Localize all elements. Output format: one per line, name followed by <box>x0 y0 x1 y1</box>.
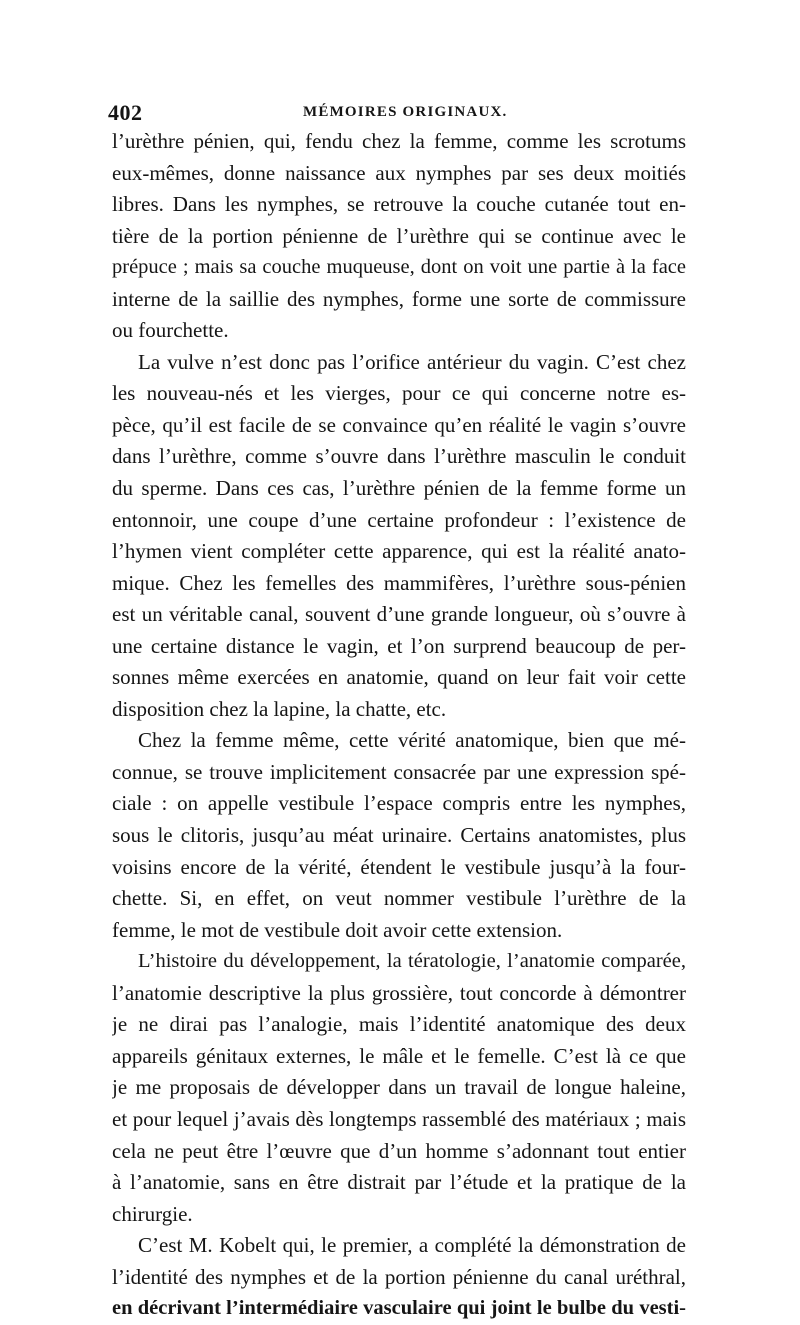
text-line: une certaine distance le vagin, et l’on surprend beaucoup de per- <box>112 633 686 658</box>
text-line: La vulve n’est donc pas l’orifice antérieur du vagin. C’est chez <box>138 349 686 374</box>
text-line: ciale : on appelle vestibule l’espace compris entre les nymphes, <box>112 791 686 816</box>
text-line: en décrivant l’intermédiaire vasculaire qui joint le bulbe du vesti- <box>112 1297 686 1320</box>
text-line: sonnes même exercées en anatomie, quand on leur fait voir cette <box>112 665 686 690</box>
text-line: connue, se trouve implicitement consacrée par une expression spé- <box>112 759 686 784</box>
body-text <box>112 126 686 1325</box>
text-line: appareils génitaux externes, le mâle et le femelle. C’est là ce que <box>112 1043 686 1068</box>
text-line: les nouveau-nés et les vierges, pour ce qui concerne notre es- <box>112 381 686 406</box>
text-line: chirurgie. <box>112 1201 193 1226</box>
text-line: l’urèthre pénien, qui, fendu chez la femme, comme les scrotums <box>112 129 686 153</box>
text-line: est un véritable canal, souvent d’une grande longueur, où s’ouvre à <box>112 602 686 627</box>
text-line: libres. Dans les nymphes, se retrouve la couche cutanée tout en- <box>112 192 686 217</box>
text-line: à l’anatomie, sans en être distrait par l’étude et la pratique de la <box>112 1170 686 1195</box>
text-line: cela ne peut être l’œuvre que d’un homme s’adonnant tout entier <box>112 1138 686 1163</box>
text-line: ou fourchette. <box>112 318 229 343</box>
text-line: pèce, qu’il est facile de se convaince qu’en réalité le vagin s’ouvre <box>112 412 686 437</box>
text-line: mique. Chez les femelles des mammifères, l’urèthre sous-pénien <box>112 570 686 595</box>
text-line: femme, le mot de vestibule doit avoir cette extension. <box>112 917 563 942</box>
text-line: prépuce ; mais sa couche muqueuse, dont on voit une partie à la face <box>112 256 686 279</box>
text-line: chette. Si, en effet, on veut nommer vestibule l’urèthre de la <box>112 886 686 911</box>
text-line: et pour lequel j’avais dès longtemps rassemblé des matériaux ; mais <box>112 1106 686 1131</box>
running-title: MÉMOIRES ORIGINAUX. <box>303 104 508 120</box>
text-line: L’histoire du développement, la tératologie, l’anatomie comparée, <box>138 950 686 973</box>
page-header <box>108 100 688 128</box>
text-line: je ne dirai pas l’analogie, mais l’identité anatomique des deux <box>112 1012 686 1037</box>
text-line: l’anatomie descriptive la plus grossière, tout concorde à démontrer <box>112 980 686 1005</box>
text-line: interne de la saillie des nymphes, forme une sorte de commissure <box>112 286 686 311</box>
text-line: dans l’urèthre, comme s’ouvre dans l’urèthre masculin le conduit <box>112 444 686 469</box>
text-line: l’identité des nymphes et de la portion pénienne du canal uréthral, <box>112 1264 686 1289</box>
text-line: entonnoir, une coupe d’une certaine profondeur : l’existence de <box>112 507 686 532</box>
text-line: C’est M. Kobelt qui, le premier, a complété la démonstration de <box>138 1233 686 1258</box>
text-line: sous le clitoris, jusqu’au méat urinaire. Certains anatomistes, plus <box>112 823 686 848</box>
text-line: du sperme. Dans ces cas, l’urèthre pénien de la femme forme un <box>112 476 686 501</box>
text-line: disposition chez la lapine, la chatte, etc. <box>112 696 447 721</box>
text-line: tière de la portion pénienne de l’urèthre qui se continue avec le <box>112 223 686 248</box>
text-line: je me proposais de développer dans un travail de longue haleine, <box>112 1075 686 1100</box>
text-line: l’hymen vient compléter cette apparence, qui est la réalité anato- <box>112 539 686 564</box>
text-line: eux-mêmes, donne naissance aux nymphes par ses deux moitiés <box>112 160 686 185</box>
text-line: Chez la femme même, cette vérité anatomique, bien que mé- <box>138 728 686 753</box>
text-line: voisins encore de la vérité, étendent le vestibule jusqu’à la four- <box>112 854 686 879</box>
page-number: 402 <box>108 100 143 125</box>
